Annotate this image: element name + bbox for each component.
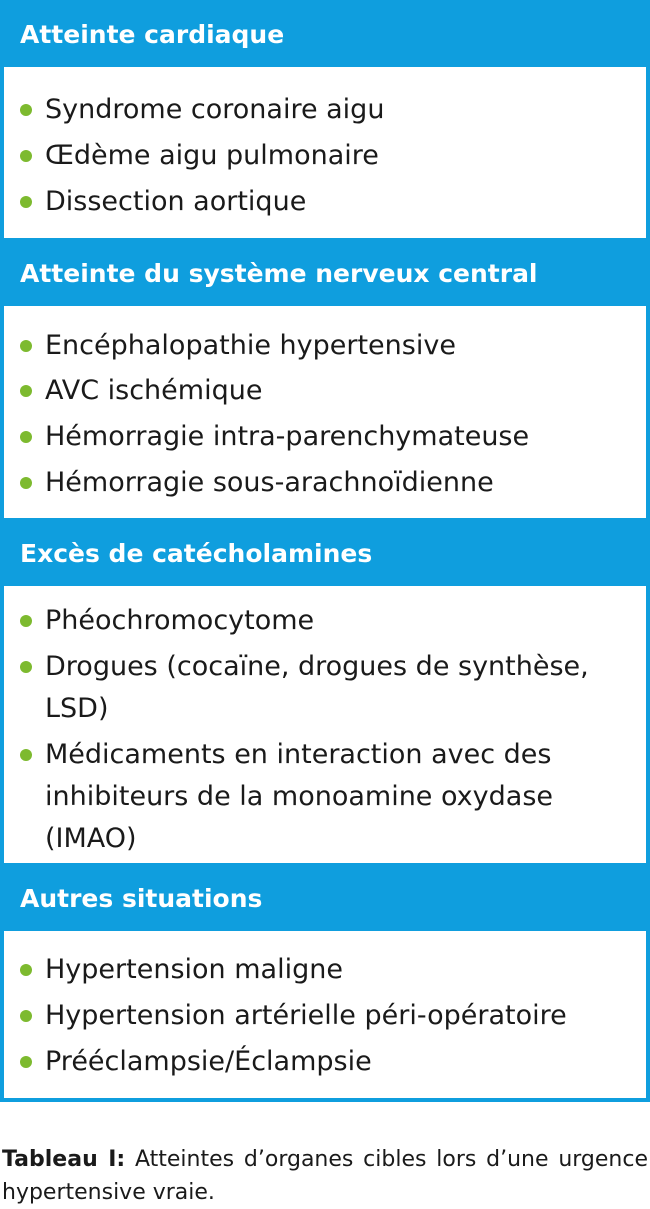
- section-header-cns: Atteinte du système nerveux central: [20, 259, 538, 288]
- bullet-icon: [20, 196, 32, 208]
- list-item-text: Dissection aortique: [45, 186, 307, 217]
- section-header-catecholamines: Excès de catécholamines: [20, 539, 373, 568]
- bullet-icon: [20, 340, 32, 352]
- list-item-text: Phéochromocytome: [45, 605, 315, 636]
- list-item-text: Œdème aigu pulmonaire: [45, 140, 379, 171]
- caption-label: Tableau I:: [2, 1147, 126, 1172]
- list-item-text: Drogues (cocaïne, drogues de synthèse, LSD): [45, 651, 589, 724]
- list-item-text: Hémorragie intra-parenchymateuse: [45, 421, 530, 452]
- bullet-icon: [20, 661, 32, 673]
- section-header-other: Autres situations: [20, 884, 263, 913]
- list-item-text: Encéphalopathie hypertensive: [45, 330, 456, 361]
- bullet-icon: [20, 431, 32, 443]
- caption-text: Atteintes d’organes cibles lors d’une urgence hypertensive vraie.: [2, 1147, 648, 1205]
- section-header-cardiac: Atteinte cardiaque: [20, 20, 285, 49]
- list-item-text: Hypertension maligne: [45, 954, 343, 985]
- list-item-text: Médicaments en interaction avec des inhibiteurs de la monoamine oxydase (IMAO): [45, 739, 554, 854]
- bullet-icon: [20, 150, 32, 162]
- list-item-text: Syndrome coronaire aigu: [45, 94, 385, 125]
- bullet-icon: [20, 104, 32, 116]
- bullet-icon: [20, 385, 32, 397]
- section-body-catecholamines: [4, 586, 646, 863]
- list-item-text: Prééclampsie/Éclampsie: [45, 1046, 372, 1077]
- section-body-cns: [4, 306, 646, 518]
- list-item-text: AVC ischémique: [45, 375, 263, 406]
- list-item-text: Hémorragie sous-arachnoïdienne: [45, 467, 494, 498]
- bullet-icon: [20, 964, 32, 976]
- section-body-cardiac: [4, 67, 646, 238]
- section-body-other: [4, 931, 646, 1098]
- bullet-icon: [20, 615, 32, 627]
- bullet-icon: [20, 1010, 32, 1022]
- bullet-icon: [20, 477, 32, 489]
- bullet-icon: [20, 749, 32, 761]
- bullet-icon: [20, 1056, 32, 1068]
- table-caption: [2, 1143, 648, 1209]
- list-item-text: Hypertension artérielle péri-opératoire: [45, 1000, 567, 1031]
